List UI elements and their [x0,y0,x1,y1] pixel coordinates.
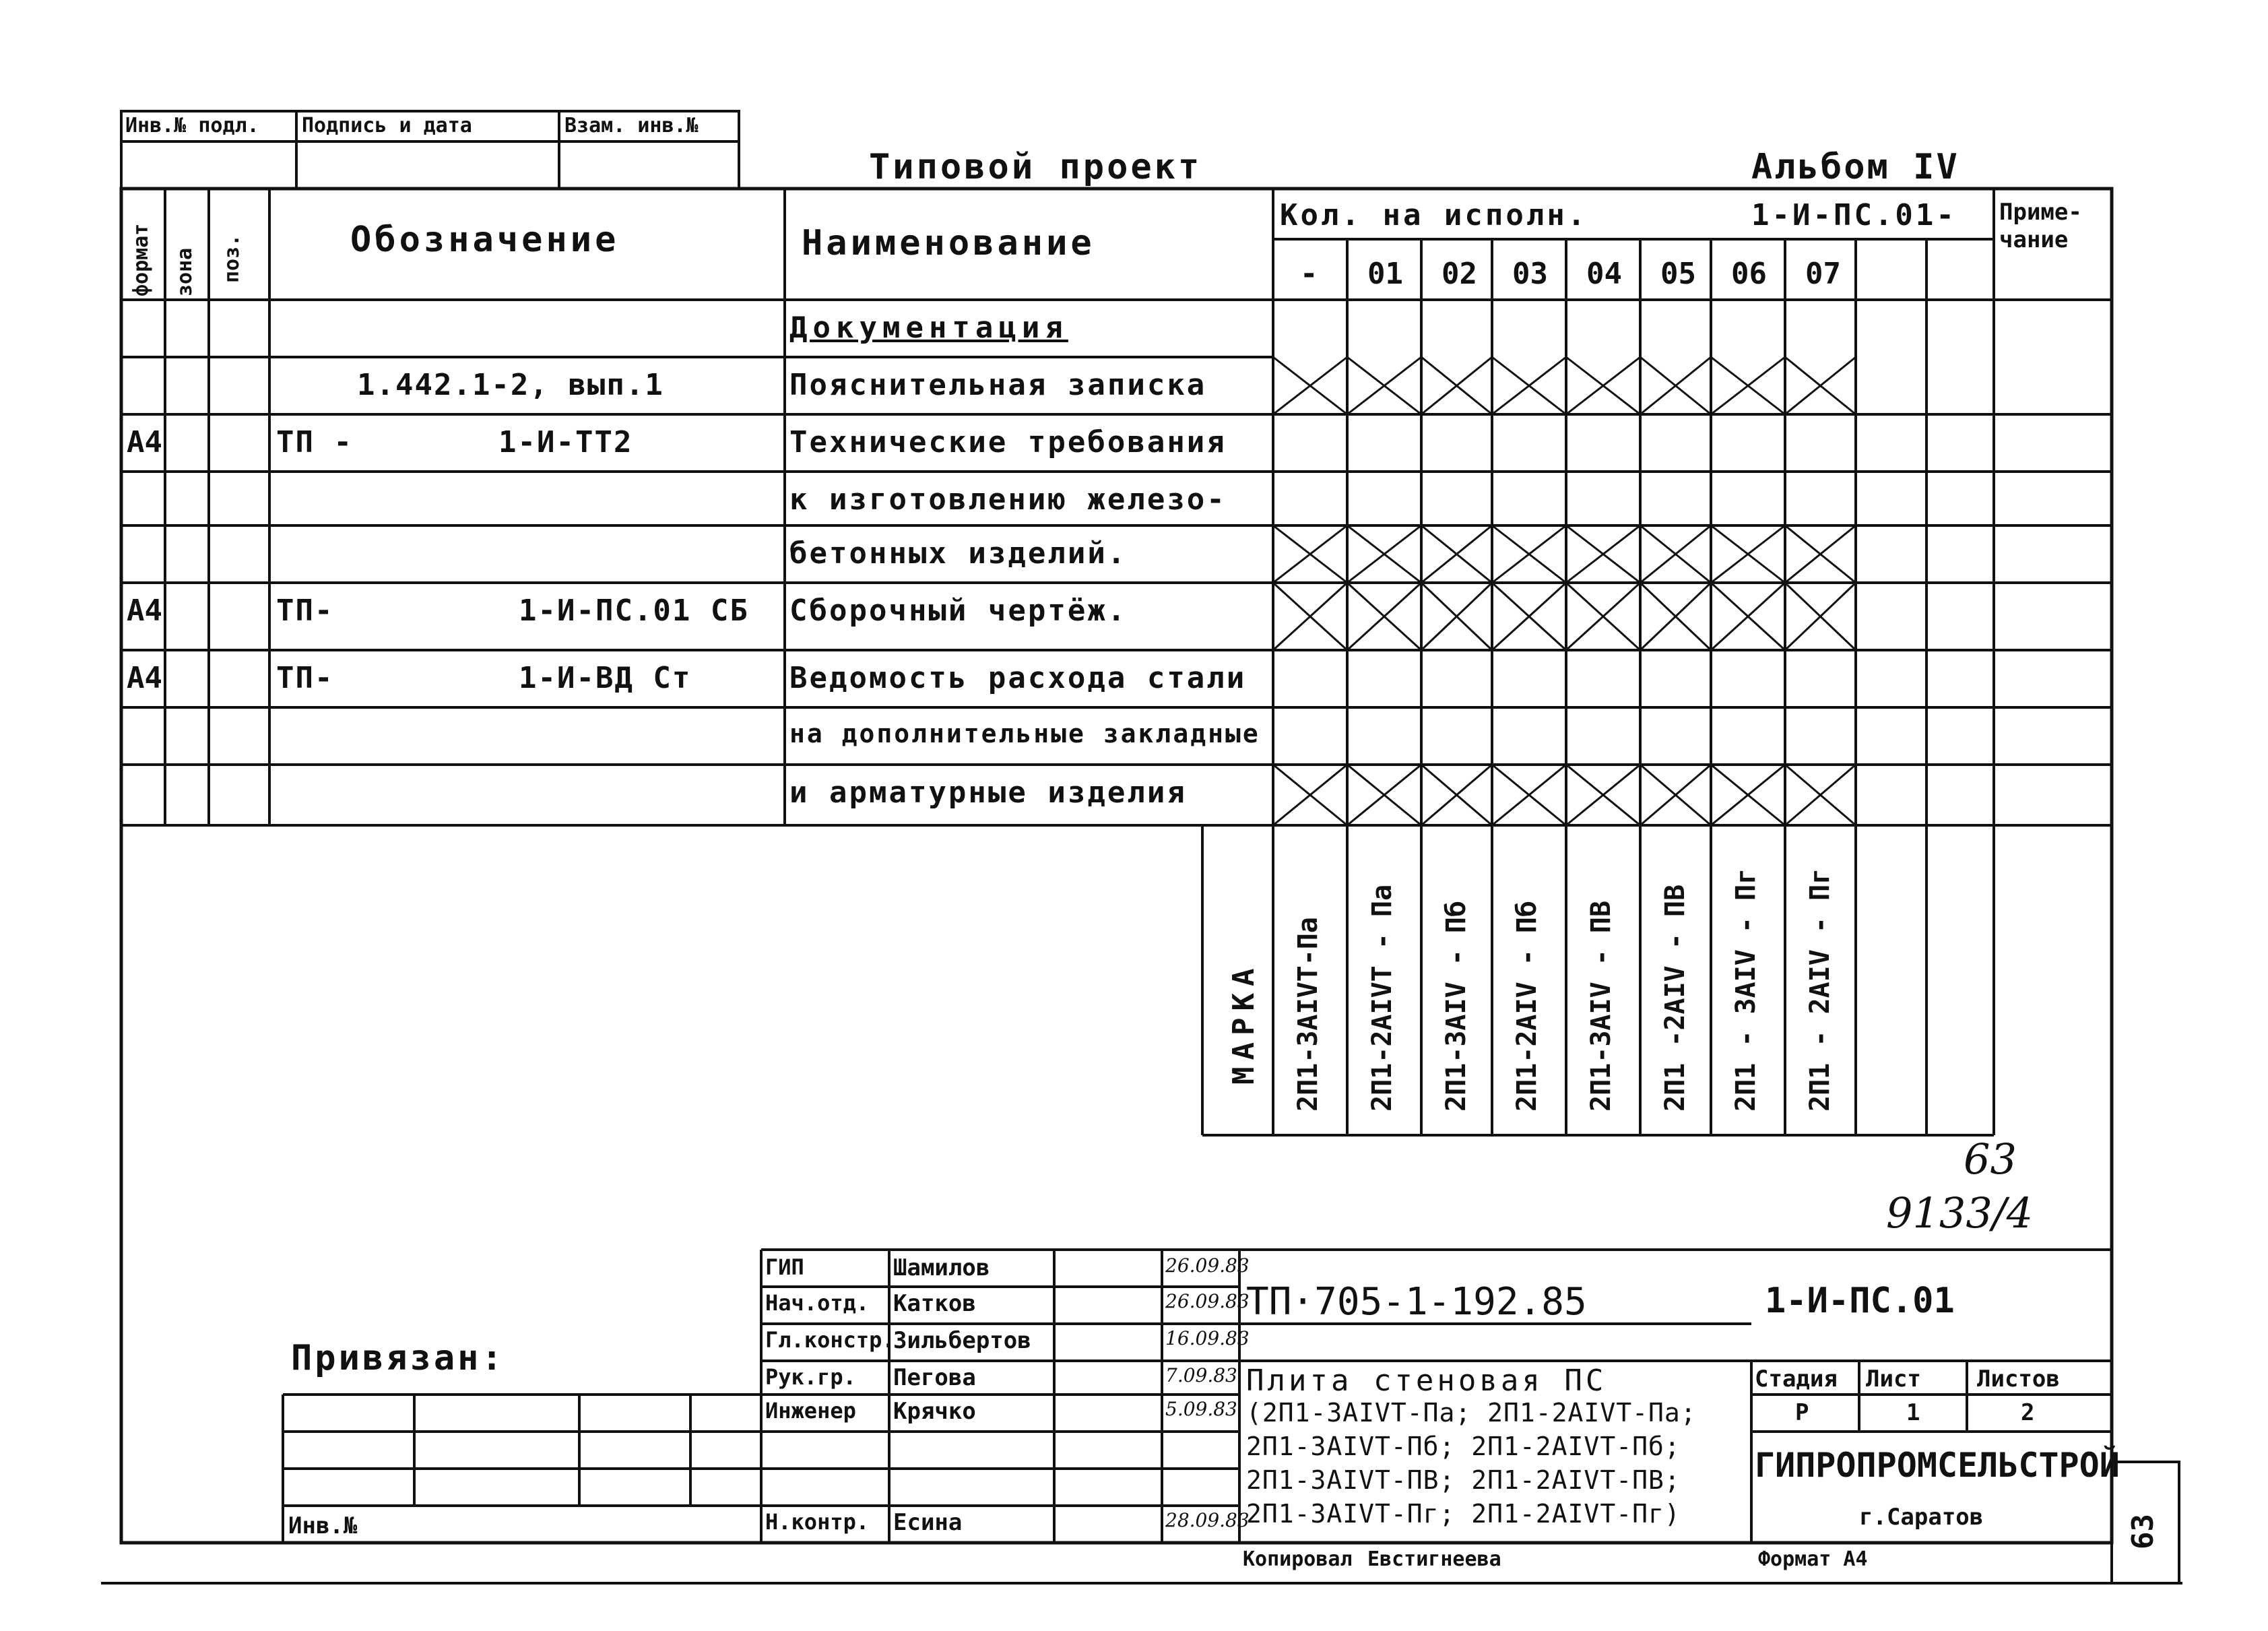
variant-header: 04 [1586,257,1622,291]
listov-value: 2 [2021,1399,2035,1426]
privyazan-label: Привязан: [291,1338,505,1378]
stamp-name-line: 2П1-3АIVТ-Пг; 2П1-2АIVТ-Пг) [1246,1499,1681,1529]
hatch-mark [1492,357,1566,414]
marka-label: МАРКА [1227,961,1261,1085]
kopiroval-name: Евстигнеева [1367,1547,1501,1571]
variant-header: 07 [1805,257,1841,291]
row-oboznachenie-code: 1-И-ВД Ст [519,661,692,695]
marka-item: 2П1-2АIVТ - Па [1367,884,1398,1112]
row-name: Пояснительная записка [789,368,1207,402]
doc-title: Типовой проект [869,147,1202,187]
marka-item: 2П1-3АIV - Пб [1441,900,1472,1112]
hatch-mark [1492,583,1566,650]
hatch-mark [1566,525,1640,583]
kopiroval-label: Копировал [1243,1547,1353,1571]
stamp-date: 28.09.83 [1165,1509,1250,1531]
org-city: г.Саратов [1859,1504,1984,1531]
header-naimenovanie: Наименование [802,223,1095,263]
header-prim: Приме-чание [1999,199,2082,253]
row-name: Технические требования [789,425,1227,459]
marka-item: 2П1-2АIV - Пб [1512,900,1543,1112]
row-name: к изготовлению железо- [789,482,1227,517]
variant-header: 02 [1441,257,1477,291]
stamp-role: Н.контр. [765,1509,870,1535]
row-format: А4 [127,661,162,695]
marka-item: 2П1-3АIVТ-Па [1293,917,1324,1112]
hatch-mark [1566,357,1640,414]
stamp-doc-number: ТП·705-1-192.85 [1246,1280,1587,1324]
hatch-mark [1785,765,1856,825]
stamp-name-line: Плита стеновая ПС [1246,1364,1607,1398]
stamp-person: Катков [893,1290,976,1317]
hatch-mark [1421,765,1492,825]
hatch-mark [1273,765,1347,825]
podpis-label: Подпись и дата [302,114,472,137]
header-poz: поз. [220,234,244,283]
stamp-date: 26.09.83 [1165,1290,1250,1312]
stamp-date: 7.09.83 [1165,1364,1237,1386]
hatch-mark [1711,357,1785,414]
header-kol: Кол. на исполн. [1280,198,1588,232]
hatch-mark [1421,583,1492,650]
marka-item: 2П1 - 2АIV - Пг [1805,868,1836,1112]
vzam-label: Взам. инв.№ [564,114,699,137]
stamp-role: Гл.констр. [765,1327,895,1353]
row-oboznachenie-code: 1-И-ТТ2 [498,425,633,459]
album-label: Альбом IV [1751,147,1959,187]
row-name: Ведомость расхода стали [789,661,1247,695]
hatch-mark [1273,525,1347,583]
variant-header: - [1300,257,1318,291]
hatch-mark [1640,357,1711,414]
row-name: Документация [789,311,1068,345]
stamp-role: Рук.гр. [765,1364,856,1390]
stamp-role: Инженер [765,1398,856,1424]
hatch-mark [1640,583,1711,650]
hatch-mark [1711,583,1785,650]
stamp-date: 26.09.83 [1165,1254,1250,1277]
hatch-mark [1273,357,1347,414]
row-oboznachenie-code: 1-И-ПС.01 СБ [519,594,749,628]
handwritten-sheet-63: 63 [1964,1134,2017,1184]
row-oboznachenie: ТП - [276,425,353,459]
stadiya-value: Р [1795,1399,1809,1426]
stamp-person: Есина [893,1509,963,1536]
hatch-mark [1347,525,1421,583]
row-oboznachenie: ТП- [276,594,334,628]
hatch-mark [1785,525,1856,583]
stamp-role: Нач.отд. [765,1290,870,1316]
hatch-mark [1785,357,1856,414]
list-value: 1 [1906,1399,1920,1426]
stamp-code: 1-И-ПС.01 [1765,1281,1955,1321]
row-name: и арматурные изделия [789,775,1187,810]
side-number: 63 [2126,1514,2160,1549]
hatch-mark [1273,583,1347,650]
hatch-mark [1711,765,1785,825]
variant-header: 01 [1367,257,1403,291]
header-format: формат [129,223,153,296]
row-format: А4 [127,425,162,459]
hatch-mark [1492,765,1566,825]
stadiya-label: Стадия [1755,1366,1838,1393]
stamp-name-line: 2П1-3АIVТ-Пб; 2П1-2АIVТ-Пб; [1246,1432,1681,1461]
stamp-name-line: (2П1-3АIVТ-Па; 2П1-2АIVТ-Па; [1246,1398,1697,1428]
marka-item: 2П1 - 3АIV - Пг [1730,868,1761,1112]
row-name: Сборочный чертёж. [789,594,1128,628]
stamp-role: ГИП [765,1254,804,1280]
hatch-mark [1640,765,1711,825]
hatch-mark [1347,765,1421,825]
row-oboznachenie: 1.442.1-2, вып.1 [357,368,664,402]
handwritten-9133: 9133/4 [1886,1188,2034,1238]
hatch-mark [1421,357,1492,414]
hatch-mark [1347,583,1421,650]
row-name: бетонных изделий. [789,536,1128,571]
variant-header: 06 [1731,257,1767,291]
row-name: на дополнительные закладные [789,719,1260,748]
list-label: Лист [1866,1366,1921,1393]
variant-header: 03 [1512,257,1548,291]
stamp-date: 16.09.83 [1165,1327,1250,1349]
row-oboznachenie: ТП- [276,661,334,695]
stamp-person: Крячко [893,1398,976,1425]
hatch-mark [1711,525,1785,583]
header-zona: зона [173,247,197,296]
hatch-mark [1640,525,1711,583]
hatch-mark [1785,583,1856,650]
row-format: А4 [127,594,162,628]
header-code: 1-И-ПС.01- [1751,198,1957,232]
inv-podl-label: Инв.№ подл. [125,114,259,137]
marka-item: 2П1-3АIV - ПВ [1586,900,1617,1112]
hatch-mark [1566,583,1640,650]
hatch-mark [1421,525,1492,583]
stamp-date: 5.09.83 [1165,1398,1237,1420]
stamp-person: Шамилов [893,1254,990,1281]
org-name: ГИПРОПРОМСЕЛЬСТРОЙ [1755,1446,2120,1485]
hatch-mark [1347,357,1421,414]
stamp-person: Зильбертов [893,1327,1031,1354]
header-oboznachenie: Обозначение [350,220,620,260]
hatch-mark [1492,525,1566,583]
stamp-person: Пегова [893,1364,976,1391]
stamp-name-line: 2П1-3АIVТ-ПВ; 2П1-2АIVТ-ПВ; [1246,1465,1681,1495]
listov-label: Листов [1977,1366,2060,1393]
marka-item: 2П1 -2АIV - ПВ [1660,884,1691,1112]
hatch-mark [1566,765,1640,825]
variant-header: 05 [1660,257,1696,291]
inv-label: Инв.№ [288,1512,358,1539]
footer-format: Формат А4 [1758,1547,1868,1571]
